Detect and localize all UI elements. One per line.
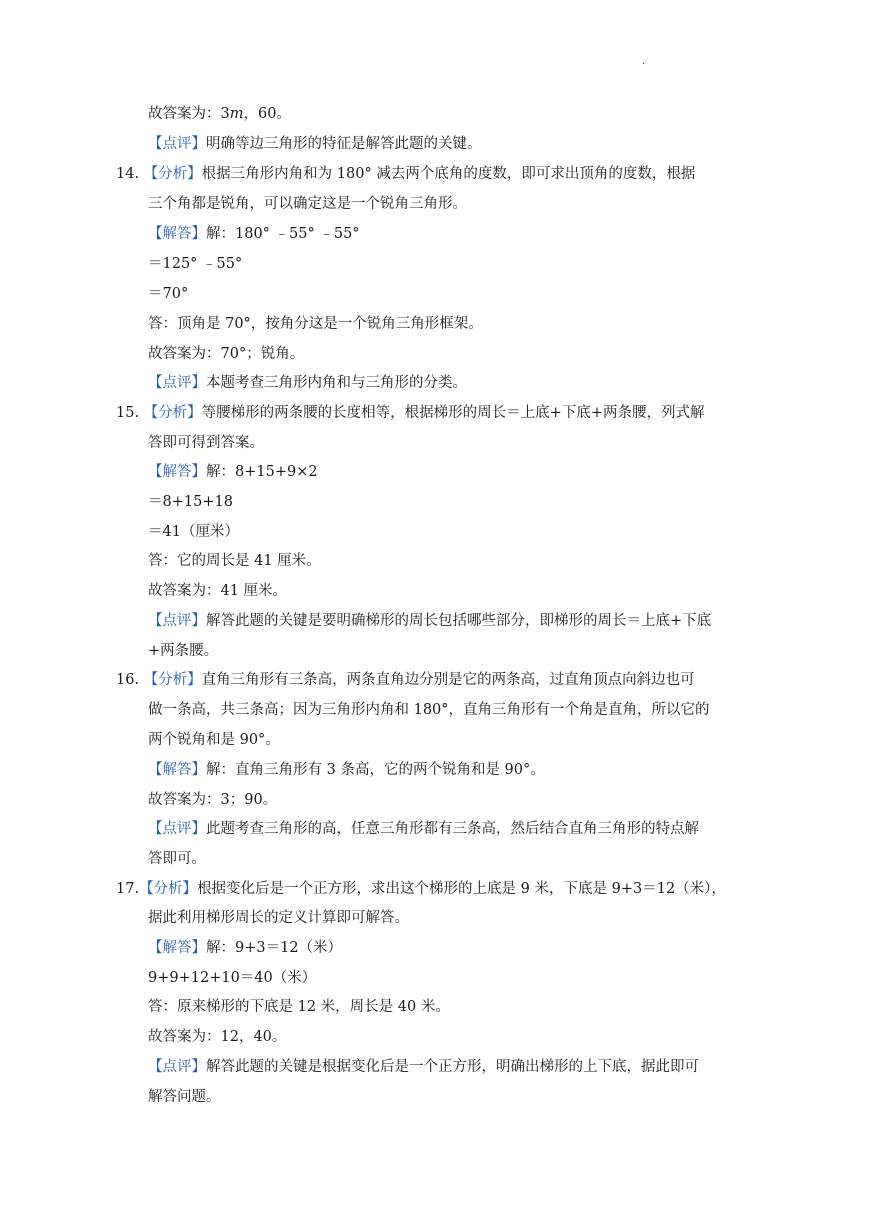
answer-tag: 【解答】: [148, 464, 206, 480]
answer-tag: 【解答】: [148, 762, 206, 778]
q17-step-1: 9+9+12+10＝40（米）: [148, 970, 317, 986]
q15-comment: 【点评】解答此题的关键是要明确梯形的周长包括哪些部分，即梯形的周长＝上底+下底: [148, 613, 712, 629]
question-number: 15.: [116, 405, 140, 421]
q17-reply: 答：原来梯形的下底是 12 米，周长是 40 米。: [148, 999, 450, 1015]
q13-result: 故答案为：3m，60。: [148, 106, 291, 122]
analysis-tag: 【分析】: [143, 166, 202, 182]
q14-step-2: ＝70°: [148, 286, 189, 302]
question-number: 17.: [116, 881, 140, 897]
q14-analysis-cont: 三个角都是锐角，可以确定这是一个锐角三角形。: [148, 196, 467, 212]
q16-analysis-cont-2: 两个锐角和是 90°。: [148, 732, 280, 748]
q16-analysis-cont: 做一条高，共三条高；因为三角形内角和 180°，直角三角形有一个角是直角，所以它的: [148, 702, 710, 718]
q14-reply: 答：顶角是 70°，按角分这是一个锐角三角形框架。: [148, 316, 483, 332]
question-number: 16.: [116, 672, 140, 688]
q14-comment: 【点评】本题考查三角形内角和与三角形的分类。: [148, 375, 467, 391]
q16-answer: 【解答】解：直角三角形有 3 条高，它的两个锐角和是 90°。: [148, 762, 545, 778]
comment-tag: 【点评】: [148, 1059, 206, 1075]
analysis-tag: 【分析】: [139, 881, 198, 897]
q15-analysis-cont: 答即可得到答案。: [148, 435, 264, 451]
q17-comment: 【点评】解答此题的关键是根据变化后是一个正方形，明确出梯形的上下底，据此即可: [148, 1059, 699, 1075]
top-mark: .: [642, 56, 646, 67]
q17-analysis-cont: 据此利用梯形周长的定义计算即可解答。: [148, 910, 409, 926]
q17-result: 故答案为：12，40。: [148, 1029, 287, 1045]
q17-analysis: 17.【分析】根据变化后是一个正方形，求出这个梯形的上底是 9 米，下底是 9+3＝12（米），: [116, 881, 726, 897]
q14-step-1: ＝125° ﹣55°: [148, 256, 243, 272]
question-number: 14.: [116, 166, 140, 182]
comment-tag: 【点评】: [148, 821, 206, 837]
q14-result: 故答案为：70°；锐角。: [148, 346, 305, 362]
analysis-tag: 【分析】: [143, 405, 202, 421]
q16-comment-cont: 答即可。: [148, 851, 206, 867]
answer-tag: 【解答】: [148, 226, 206, 242]
q13-comment: 【点评】明确等边三角形的特征是解答此题的关键。: [148, 136, 482, 152]
q17-comment-cont: 解答问题。: [148, 1089, 221, 1105]
q15-step-1: ＝8+15+18: [148, 494, 233, 510]
q16-comment: 【点评】此题考查三角形的高，任意三角形都有三条高，然后结合直角三角形的特点解: [148, 821, 699, 837]
q15-analysis: 15. 【分析】等腰梯形的两条腰的长度相等，根据梯形的周长＝上底+下底+两条腰，列式解: [116, 405, 705, 421]
q16-analysis: 16. 【分析】直角三角形有三条高，两条直角边分别是它的两条高，过直角顶点向斜边也可: [116, 672, 695, 688]
q15-reply: 答：它的周长是 41 厘米。: [148, 553, 321, 569]
q15-step-2: ＝41（厘米）: [148, 524, 239, 540]
q14-analysis: 14. 【分析】根据三角形内角和为 180° 减去两个底角的度数，即可求出顶角的度数，根据: [116, 166, 696, 182]
analysis-tag: 【分析】: [143, 672, 202, 688]
comment-tag: 【点评】: [148, 375, 206, 391]
q15-answer: 【解答】解：8+15+9×2: [148, 464, 318, 480]
q14-answer: 【解答】解：180° ﹣55° ﹣55°: [148, 226, 360, 242]
comment-tag: 【点评】: [148, 136, 206, 152]
q17-answer: 【解答】解：9+3＝12（米）: [148, 940, 343, 956]
q15-result: 故答案为：41 厘米。: [148, 583, 288, 599]
answer-tag: 【解答】: [148, 940, 206, 956]
comment-tag: 【点评】: [148, 613, 206, 629]
q16-result: 故答案为：3；90。: [148, 792, 278, 808]
q15-comment-cont: +两条腰。: [148, 643, 219, 659]
